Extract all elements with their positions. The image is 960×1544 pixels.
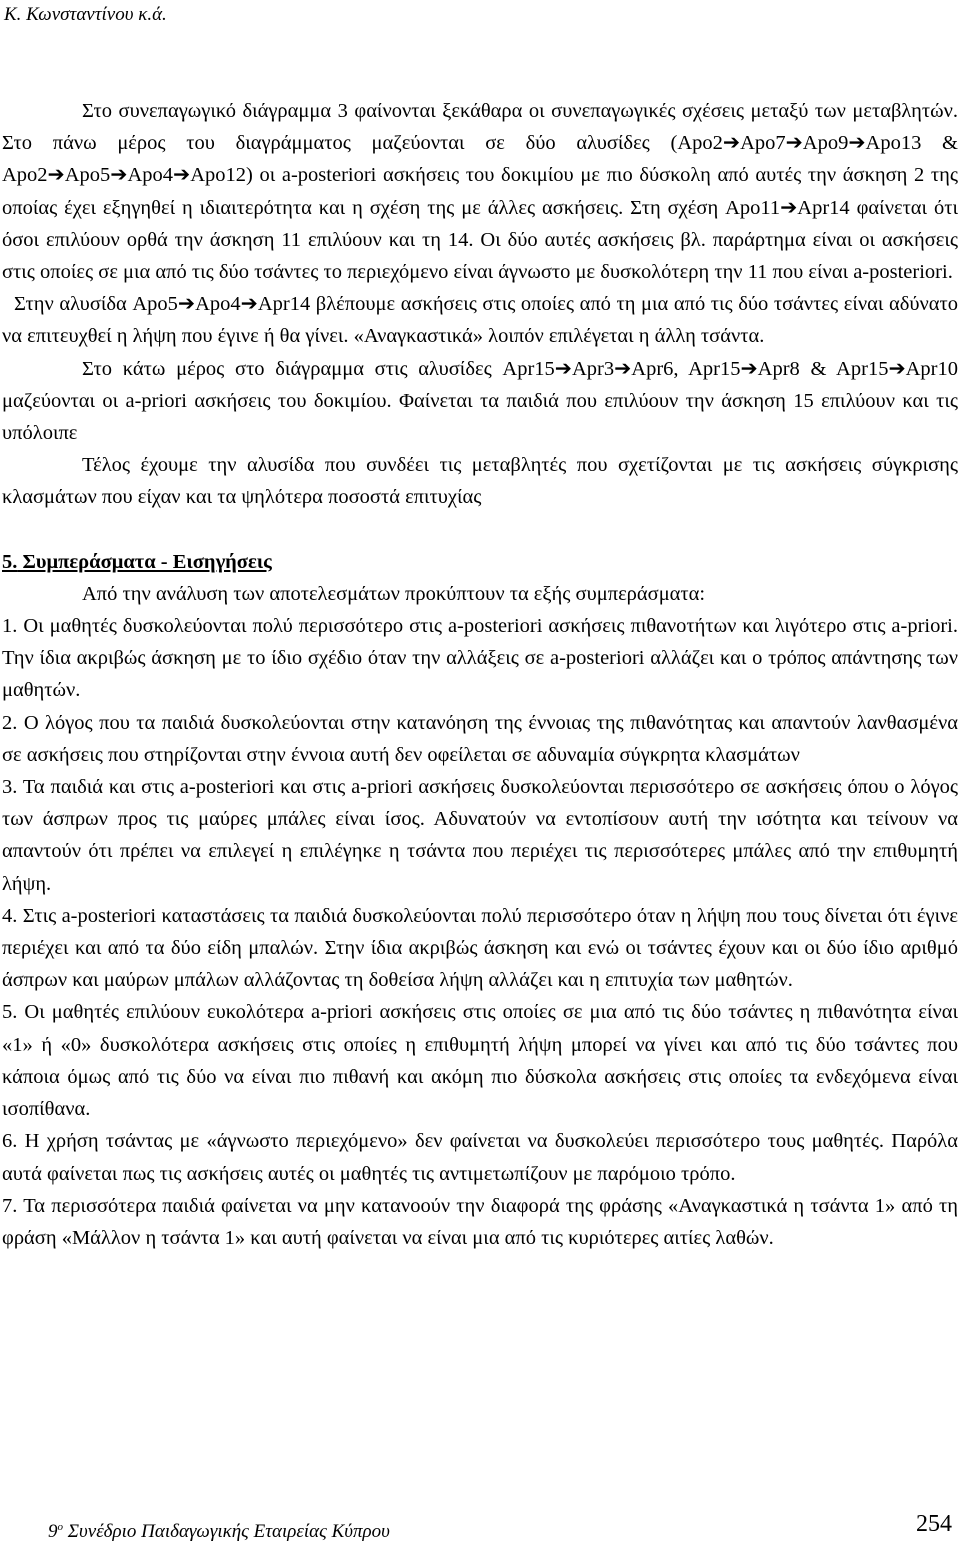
footer-ordinal: 9 bbox=[48, 1521, 58, 1542]
conclusion-item-5: 5. Οι μαθητές επιλύουν ευκολότερα a-priori ασκήσεις στις οποίες σε μια από τις δύο τσάντες η πιθανότητα είναι «1» ή «0» δυσκολότερα ασκήσεις στις οποίες η επιθυμητή λήψη μπορεί να γίνει και από τις δύο τσάντες που κάποια όμως από τις δύο να είναι πιο πιθανή και ακόμη πιο δύσκολα ασκήσεις στις οποίες τα ενδεχόμενα είναι ισοπίθανα. bbox=[2, 1001, 958, 1121]
footer-ordinal-suffix: ο bbox=[57, 1521, 63, 1533]
footer-conference bbox=[48, 1515, 390, 1544]
paragraph-apriori-chains: Στο κάτω μέρος στο διάγραμμα στις αλυσίδες Apr15➔Apr3➔Apr6, Apr15➔Apr8 & Apr15➔Apr10 μαζεύονται οι a-priori ασκήσεις του δοκιμίου. Φαίνεται τα παιδιά που επιλύουν την άσκηση 15 επιλύουν και τις υπόλοιπε bbox=[2, 357, 958, 445]
conclusion-item-4: 4. Στις a-posteriori καταστάσεις τα παιδιά δυσκολεύονται πολύ περισσότερο όταν η λήψη που τους δίνεται ότι έγινε περιέχει και από τα δύο είδη μπαλών. Στην ίδια ακριβώς άσκηση και ενώ οι τσάντες έχουν και οι δύο ίδιο αριθμό άσπρων και μαύρων μπάλων αλλάζοντας τη δοθείσα λήψη αλλάζει και η επιτυχία των μαθητών. bbox=[2, 904, 958, 992]
conclusion-item-1: 1. Οι μαθητές δυσκολεύονται πολύ περισσότερο στις a-posteriori ασκήσεις πιθανοτήτων και λιγότερο στις a-priori. Την ίδια ακριβώς άσκηση με το ίδιο σχέδιο όταν την αλλάξεις σε a-posteriori αλλάζει και ο τρόπος απάντησης των μαθητών. bbox=[2, 615, 958, 702]
conclusion-item-2: 2. Ο λόγος που τα παιδιά δυσκολεύονται στην κατανόηση της έννοιας της πιθανότητας και απαντούν λανθασμένα σε ασκήσεις που στηρίζονται στην έννοια αυτή δεν οφείλεται σε αδυναμία σύγκρητα κλασμάτων bbox=[2, 711, 958, 766]
section-intro: Από την ανάλυση των αποτελεσμάτων προκύπτουν τα εξής συμπεράσματα: bbox=[82, 582, 706, 605]
page-number: 254 bbox=[916, 1511, 952, 1537]
paragraph-chain-apo5: Στην αλυσίδα Apo5➔Apo4➔Apr14 βλέπουμε ασκήσεις στις οποίες από τη μια από τις δύο τσάντες είναι αδύνατο να επιτευχθεί η λήψη που έγινε ή θα γίνει. «Αναγκαστικά» λοιπόν επιλέγεται η άλλη τσάντα. bbox=[2, 293, 958, 348]
document-body bbox=[2, 95, 958, 1254]
footer-conference-name: Συνέδριο Παιδαγωγικής Εταιρείας Κύπρου bbox=[67, 1521, 390, 1542]
conclusion-item-7: 7. Τα περισσότερα παιδιά φαίνεται να μην κατανοούν την διαφορά της φράσης «Αναγκαστικά η τσάντα 1» από τη φράση «Μάλλον η τσάντα 1» και αυτή φαίνεται να είναι μια από τις κυριότερες αιτίες λαθών. bbox=[2, 1194, 958, 1249]
section-number: 5. bbox=[2, 550, 18, 573]
section-title: Συμπεράσματα - Εισηγήσεις bbox=[22, 550, 272, 573]
paragraph-fractions-chain: Τέλος έχουμε την αλυσίδα που συνδέει τις μεταβλητές που σχετίζονται με τις ασκήσεις σύγκρισης κλασμάτων που είχαν και τα ψηλότερα ποσοστά επιτυχίας bbox=[2, 454, 958, 509]
conclusion-item-6: 6. Η χρήση τσάντας με «άγνωστο περιεχόμενο» δεν φαίνεται να δυσκολεύει περισσότερο τους μαθητές. Παρόλα αυτά φαίνεται πως τις ασκήσεις αυτές οι μαθητές τις αντιμετωπίζουν με παρόμοιο τρόπο. bbox=[2, 1130, 958, 1185]
paragraph-diagram-3: Στο συνεπαγωγικό διάγραμμα 3 φαίνονται ξεκάθαρα οι συνεπαγωγικές σχέσεις μεταξύ των μεταβλητών. Στο πάνω μέρος του διαγράμματος μαζεύονται σε δύο αλυσίδες (Apo2➔Apo7➔Apo9➔Apo13 & Apo2➔Apo5➔Apo4➔Apo12) οι a-posteriori ασκήσεις του δοκιμίου με πιο δύσκολη από αυτές την άσκηση 2 της οποίας έχει εξηγηθεί η ιδιαιτερότητα και η σχέση της με άλλες ασκήσεις. Στη σχέση Apo11➔Apr14 φαίνεται ότι όσοι επιλύουν ορθά την άσκηση 11 επιλύουν και τη 14. Οι δύο αυτές ασκήσεις βλ. παράρτημα είναι οι ασκήσεις στις οποίες σε μια από τις δύο τσάντες το περιεχόμενο είναι άγνωστο με δυσκολότερη την 11 που είναι a-posteriori. bbox=[2, 100, 958, 284]
section-heading bbox=[2, 546, 958, 578]
conclusion-item-3: 3. Τα παιδιά και στις a-posteriori και στις a-priori ασκήσεις δυσκολεύονται περισσότερο σε ασκήσεις όπου ο λόγος των άσπρων προς τις μαύρες μπάλες είναι ίσος. Αδυνατούν να εντοπίσουν αυτή την ισότητα και τείνουν να απαντούν ότι πρέπει να επιλεγεί η επιλέγηκε η τσάντα που περιέχει τις περισσότερες μπάλες από την επιθυμητή λήψη. bbox=[2, 776, 958, 895]
running-header: Κ. Κωνσταντίνου κ.ά. bbox=[4, 4, 167, 25]
